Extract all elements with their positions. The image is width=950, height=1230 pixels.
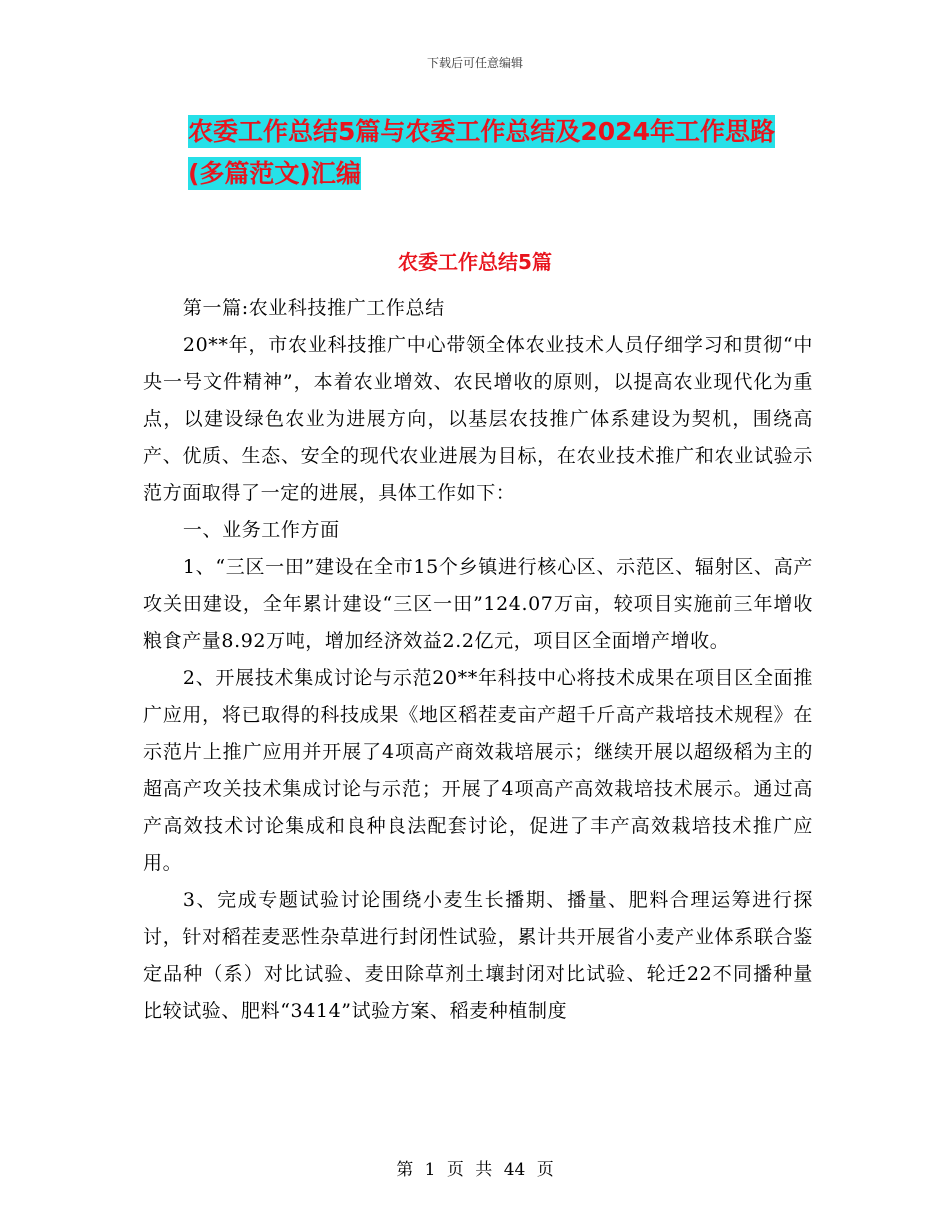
title-highlight: 农委工作总结5篇与农委工作总结及2024年工作思路 — [188, 117, 775, 146]
paragraph: 20**年，市农业科技推广中心带领全体农业技术人员仔细学习和贯彻“中央一号文件精神”，本着农业增效、农民增收的原则，以提高农业现代化为重点，以建设绿色农业为进展方向，以基层农技推广体系建设为契机，围绕高产、优质、生态、安全的现代农业进展为目标，在农业技术推广和农业试验示范方面取得了一定的进展，具体工作如下： — [143, 334, 813, 504]
title-highlight: (多篇范文)汇编 — [188, 159, 361, 188]
paragraph: 3、完成专题试验讨论围绕小麦生长播期、播量、肥料合理运筹进行探讨，针对稻茬麦恶性杂草进行封闭性试验，累计共开展省小麦产业体系联合鉴定品种（系）对比试验、麦田除草剂土壤封闭对比试验、轮迁22不同播种量比较试验、肥料“3414”试验方案、稻麦种植制度 — [143, 889, 813, 1022]
document-body — [143, 290, 813, 1030]
page-footer: 第 1 页 共 44 页 — [396, 1160, 554, 1180]
subheading: 一、业务工作方面 — [182, 519, 340, 541]
document-title-line-1 — [188, 110, 808, 154]
chapter-heading: 第一篇:农业科技推广工作总结 — [182, 297, 445, 319]
paragraph: 1、“三区一田”建设在全市15个乡镇进行核心区、示范区、辐射区、高产攻关田建设，全年累计建设“三区一田”124.07万亩，较项目实施前三年增收粮食产量8.92万吨，增加经济效益2.2亿元，项目区全面增产增收。 — [143, 556, 813, 652]
document-title-line-2 — [188, 152, 808, 196]
section-title: 农委工作总结5篇 — [398, 250, 552, 274]
header-note: 下载后可任意编辑 — [426, 56, 523, 70]
paragraph: 2、开展技术集成讨论与示范20**年科技中心将技术成果在项目区全面推广应用，将已取得的科技成果《地区稻茬麦亩产超千斤高产栽培技术规程》在示范片上推广应用并开展了4项高产商效栽培展示；继续开展以超级稻为主的超高产攻关技术集成讨论与示范；开展了4项高产高效栽培技术展示。通过高产高效技术讨论集成和良种良法配套讨论，促进了丰产高效栽培技术推广应用。 — [143, 667, 813, 874]
